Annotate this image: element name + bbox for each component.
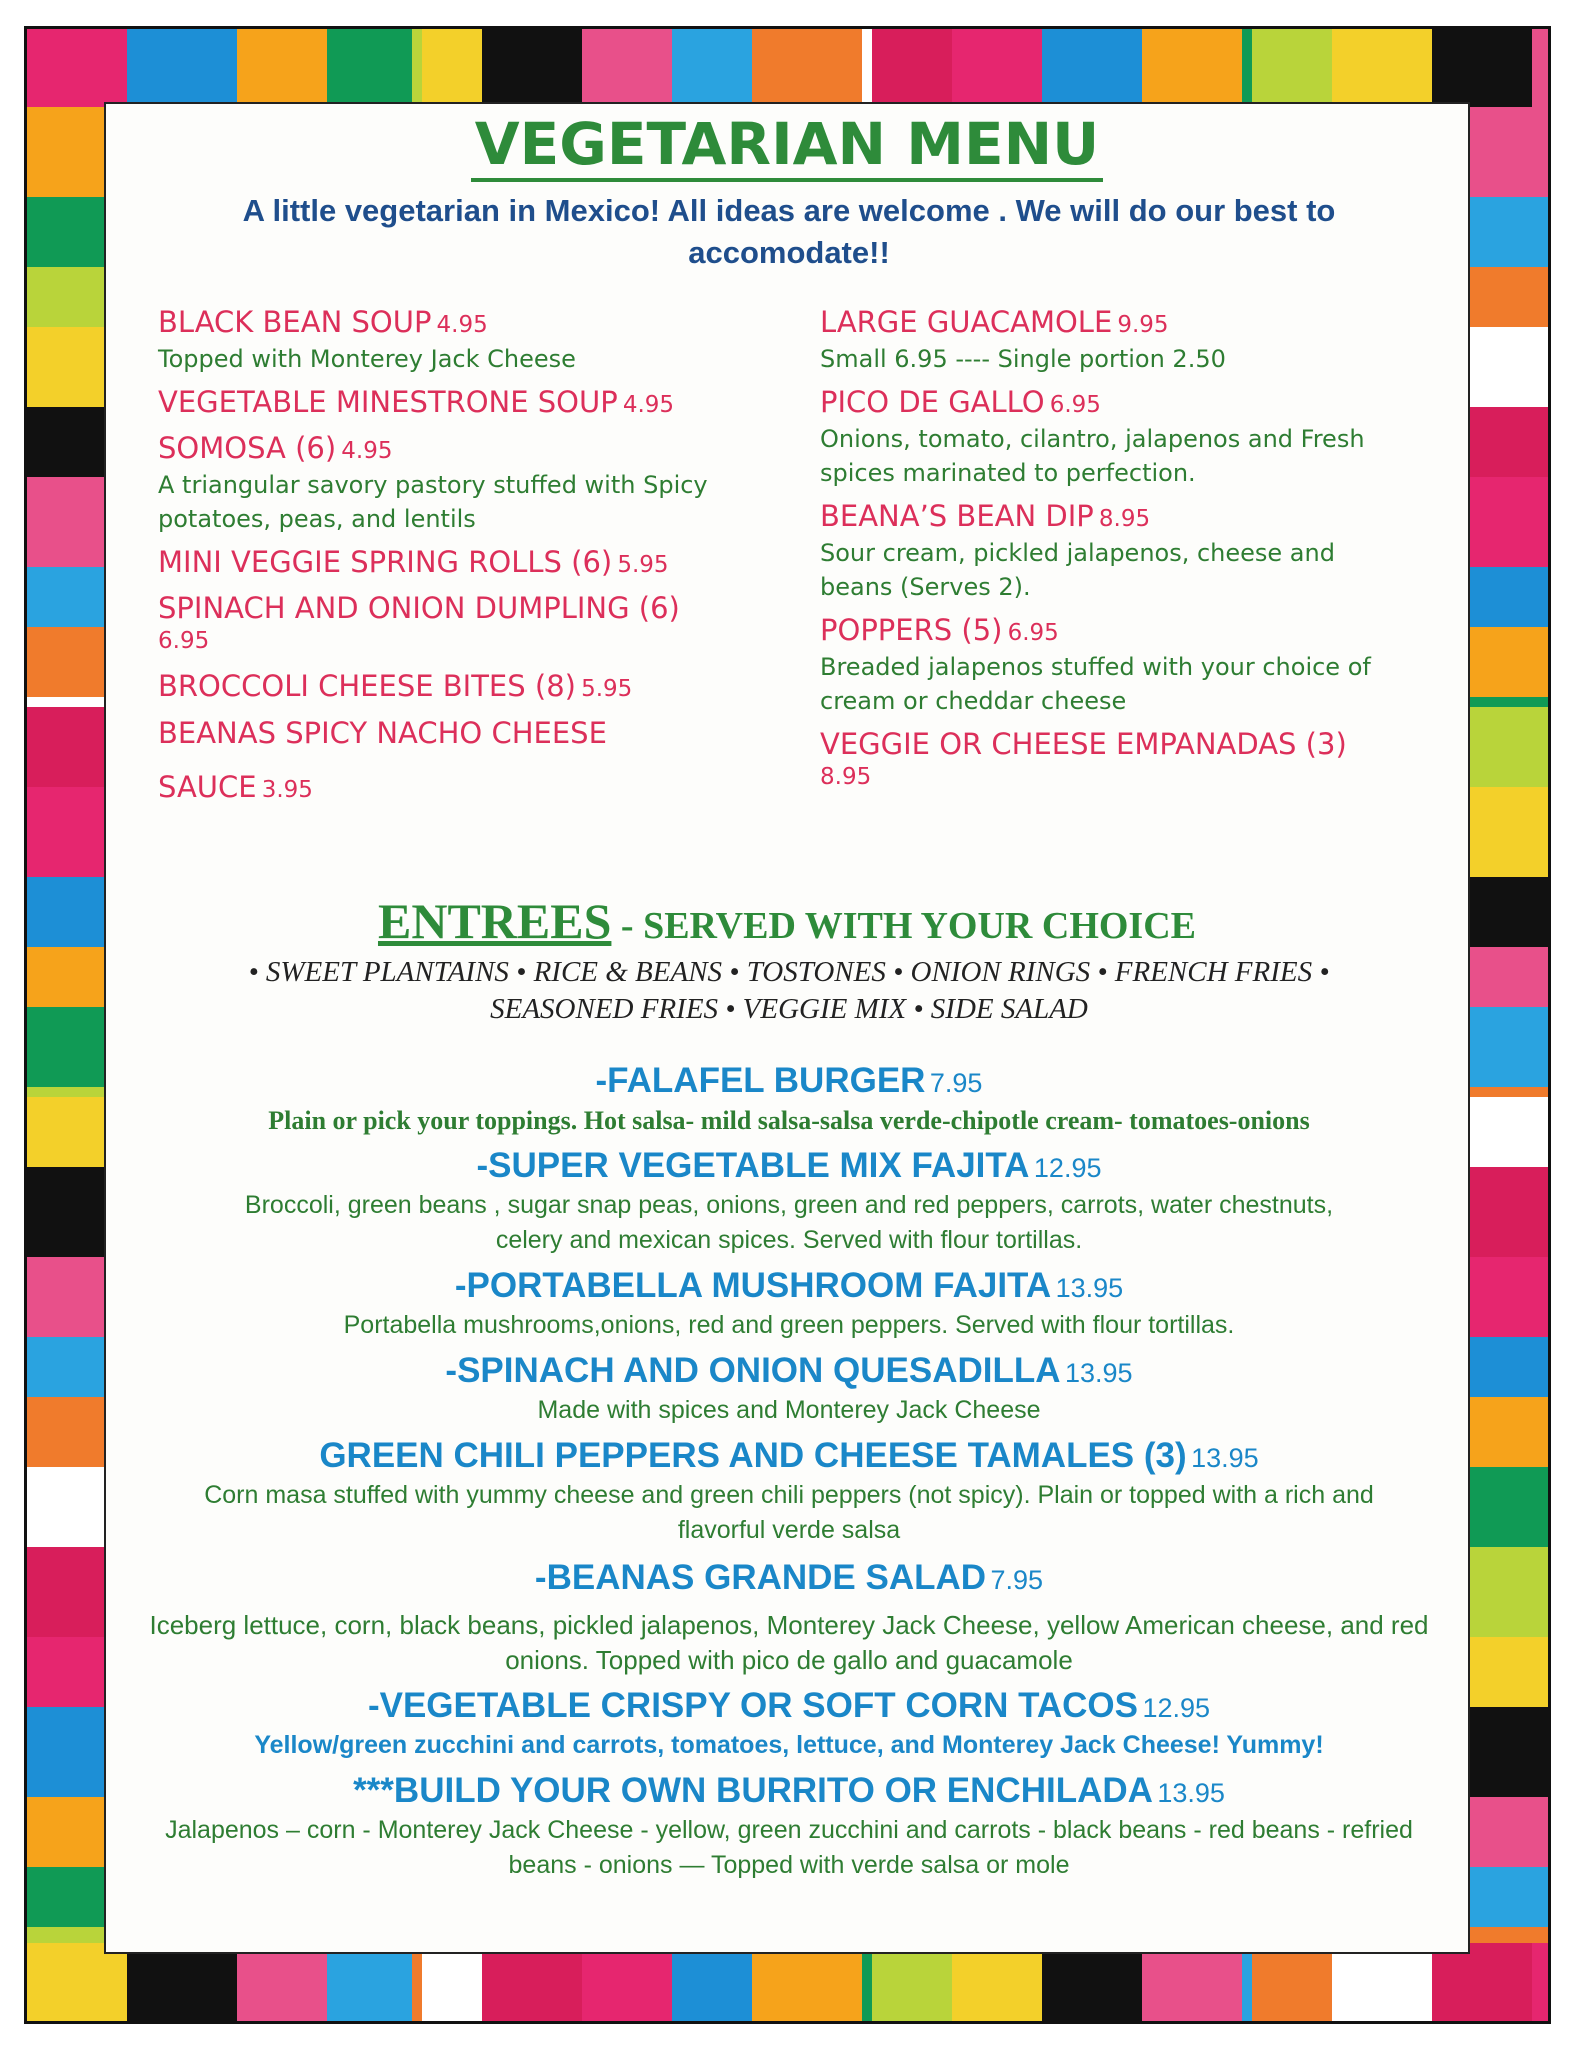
appetizer-desc: Topped with Monterey Jack Cheese <box>158 345 576 373</box>
border-stripe <box>27 1467 105 1547</box>
border-stripe <box>327 29 412 107</box>
border-stripe <box>27 29 127 107</box>
border-stripe <box>27 1547 105 1637</box>
entree-name: -VEGETABLE CRISPY OR SOFT CORN TACOS <box>367 1686 1139 1725</box>
appetizer-price: 6.95 <box>158 628 210 654</box>
entree-price: 7.95 <box>929 1068 983 1098</box>
border-stripe <box>1142 29 1242 107</box>
border-stripe <box>1470 947 1548 1007</box>
appetizer-name: BEANA’S BEAN DIP <box>820 499 1094 533</box>
border-stripe <box>482 1943 582 2021</box>
border-stripe <box>27 267 105 327</box>
appetizer-name: BEANAS SPICY NACHO CHEESE SAUCE <box>158 716 607 804</box>
appetizer-item <box>158 712 698 818</box>
appetizer-item <box>158 302 798 376</box>
appetizer-item <box>158 666 798 706</box>
border-stripe <box>1252 29 1332 107</box>
border-stripe <box>752 29 862 107</box>
entree-item <box>126 1144 1452 1258</box>
border-stripe <box>27 1087 105 1097</box>
border-stripe <box>862 29 872 107</box>
border-stripe <box>27 877 105 947</box>
border-stripe <box>27 1943 127 2021</box>
appetizer-item <box>820 496 1440 604</box>
entree-name: -SUPER VEGETABLE MIX FAJITA <box>476 1146 1030 1185</box>
border-stripe <box>1470 107 1548 197</box>
border-stripe <box>127 29 237 107</box>
entree-desc: Corn masa stuffed with yummy cheese and green chili peppers (not spicy). Plain or topped with a rich and flavorful verde salsa <box>204 1481 1374 1544</box>
border-stripe <box>1332 1943 1432 2021</box>
border-stripe <box>27 407 105 477</box>
appetizer-price: 5.95 <box>581 676 633 702</box>
appetizer-name: MINI VEGGIE SPRING ROLLS (6) <box>158 545 613 579</box>
border-stripe <box>1470 1927 1548 1943</box>
appetizer-desc: Breaded jalapenos stuffed with your choice of cream or cheddar cheese <box>820 653 1371 715</box>
border-stripe <box>482 29 582 107</box>
border-stripe <box>27 1637 105 1707</box>
border-stripe <box>752 1943 862 2021</box>
menu-title: VEGETARIAN MENU <box>106 110 1468 178</box>
entree-item <box>126 1556 1452 1678</box>
appetizer-price: 6.95 <box>1049 392 1101 418</box>
appetizer-name: BLACK BEAN SOUP <box>158 305 432 339</box>
border-stripe <box>1470 627 1548 697</box>
border-stripe <box>412 29 422 107</box>
menu-panel <box>104 102 1470 1954</box>
border-stripe <box>1142 1943 1242 2021</box>
appetizer-price: 5.95 <box>617 552 669 578</box>
border-stripe <box>327 1943 412 2021</box>
border-stripe <box>27 1257 105 1337</box>
border-stripe <box>27 107 105 197</box>
appetizer-item <box>158 382 798 422</box>
border-stripe <box>27 947 105 1007</box>
entrees-heading <box>106 892 1468 950</box>
entree-item <box>126 1349 1452 1428</box>
entree-item <box>126 1264 1452 1343</box>
appetizer-price: 3.95 <box>261 777 313 803</box>
border-stripe <box>1470 327 1548 407</box>
entree-price: 13.95 <box>1055 1273 1124 1303</box>
border-stripe <box>1470 197 1548 267</box>
border-stripe <box>582 29 672 107</box>
border-stripe <box>27 1007 105 1087</box>
entree-price: 13.95 <box>1191 1443 1259 1473</box>
border-stripe <box>27 567 105 627</box>
appetizer-desc: Small 6.95 ---- Single portion 2.50 <box>820 345 1226 373</box>
appetizer-name: LARGE GUACAMOLE <box>820 305 1113 339</box>
border-stripe <box>1470 1097 1548 1167</box>
border-stripe <box>1470 1707 1548 1797</box>
appetizer-price: 4.95 <box>341 438 393 464</box>
appetizer-price: 4.95 <box>436 312 488 338</box>
entree-item <box>126 1434 1452 1548</box>
entree-name: -SPINACH AND ONION QUESADILLA <box>445 1351 1061 1390</box>
border-stripe <box>237 29 327 107</box>
border-stripe <box>27 477 105 567</box>
entree-name: -FALAFEL BURGER <box>595 1061 926 1100</box>
border-stripe <box>1470 407 1548 477</box>
border-stripe <box>1470 877 1548 947</box>
border-stripe <box>1470 1547 1548 1637</box>
appetizer-name: SPINACH AND ONION DUMPLING (6) <box>158 591 680 625</box>
appetizer-name: VEGETABLE MINESTRONE SOUP <box>158 385 618 419</box>
border-stripe <box>1242 1943 1252 2021</box>
entrees-subtitle: - SERVED WITH YOUR CHOICE <box>620 905 1197 947</box>
border-stripe <box>1470 1167 1548 1257</box>
border-stripe <box>27 327 105 407</box>
sides-list: • SWEET PLANTAINS • RICE & BEANS • TOSTONES • ONION RINGS • FRENCH FRIES • SEASONED FRIES • VEGGIE MIX • SIDE SALAD <box>248 956 1330 1025</box>
entree-item <box>126 1684 1452 1763</box>
border-stripe <box>1432 1943 1532 2021</box>
entree-desc: Jalapenos – corn - Monterey Jack Cheese - yellow, green zucchini and carrots - black beans - red beans - refried beans - onions — Topped with verde salsa or mole <box>165 1816 1413 1879</box>
appetizer-price: 8.95 <box>1098 506 1151 532</box>
border-stripe <box>27 787 105 877</box>
entree-desc: Made with spices and Monterey Jack Cheese <box>537 1396 1041 1424</box>
border-stripe <box>672 29 752 107</box>
appetizer-item <box>158 542 798 582</box>
entree-item <box>126 1769 1452 1883</box>
border-stripe <box>27 707 105 787</box>
entree-item <box>126 1059 1452 1138</box>
border-stripe <box>1470 1257 1548 1337</box>
appetizers-right-column <box>820 302 1440 796</box>
entree-price: 12.95 <box>1142 1693 1211 1723</box>
border-stripe <box>1470 477 1548 567</box>
border-stripe <box>1532 29 1548 107</box>
appetizer-price: 8.95 <box>820 764 872 790</box>
menu-intro: A little vegetarian in Mexico! All ideas are welcome . We will do our best to accomodate!! <box>242 193 1336 270</box>
appetizer-price: 9.95 <box>1117 312 1169 338</box>
border-stripe <box>27 1867 105 1927</box>
border-stripe <box>412 1943 422 2021</box>
border-stripe <box>1470 567 1548 627</box>
appetizer-name: POPPERS (5) <box>820 613 1003 647</box>
entree-price: 13.95 <box>1064 1358 1133 1388</box>
border-stripe <box>1252 1943 1332 2021</box>
entree-name: ***BUILD YOUR OWN BURRITO OR ENCHILADA <box>353 1771 1153 1810</box>
border-stripe <box>27 1927 105 1943</box>
border-stripe <box>872 29 952 107</box>
border-stripe <box>1470 1397 1548 1467</box>
border-stripe <box>952 29 1042 107</box>
border-stripe <box>582 1943 672 2021</box>
border-stripe <box>1042 1943 1142 2021</box>
border-stripe <box>1432 29 1532 107</box>
border-stripe <box>1470 1467 1548 1547</box>
appetizer-item <box>820 302 1440 376</box>
border-stripe <box>1470 697 1548 707</box>
entree-name: -BEANAS GRANDE SALAD <box>534 1558 987 1597</box>
border-stripe <box>1470 1337 1548 1397</box>
border-stripe <box>1470 1797 1548 1867</box>
border-stripe <box>952 1943 1042 2021</box>
border-stripe <box>27 697 105 707</box>
border-stripe <box>27 1707 105 1797</box>
border-stripe <box>27 1097 105 1167</box>
entree-desc: Yellow/green zucchini and carrots, tomatoes, lettuce, and Monterey Jack Cheese! Yummy! <box>254 1731 1324 1759</box>
entree-price: 13.95 <box>1157 1778 1225 1808</box>
appetizer-item <box>820 382 1440 490</box>
border-stripe <box>862 1943 872 2021</box>
appetizer-price: 6.95 <box>1007 620 1059 646</box>
border-stripe <box>872 1943 952 2021</box>
border-stripe <box>27 627 105 697</box>
appetizer-name: VEGGIE OR CHEESE EMPANADAS (3) <box>820 727 1347 761</box>
border-stripe <box>1470 1637 1548 1707</box>
border-stripe <box>27 197 105 267</box>
appetizer-item <box>820 610 1440 718</box>
appetizer-item <box>158 428 798 536</box>
entree-desc: Plain or pick your toppings. Hot salsa- mild salsa-salsa verde-chipotle cream- tomatoes-onions <box>268 1106 1310 1135</box>
border-stripe <box>127 1943 237 2021</box>
border-stripe <box>1470 787 1548 877</box>
entree-price: 7.95 <box>990 1565 1044 1595</box>
appetizer-desc: Sour cream, pickled jalapenos, cheese and beans (Serves 2). <box>820 539 1335 601</box>
border-stripe <box>237 1943 327 2021</box>
border-stripe <box>27 1397 105 1467</box>
border-stripe <box>27 1337 105 1397</box>
entrees-title: ENTREES <box>377 893 612 949</box>
border-stripe <box>1470 1007 1548 1087</box>
border-stripe <box>1470 1087 1548 1097</box>
entree-name: -PORTABELLA MUSHROOM FAJITA <box>454 1266 1052 1305</box>
border-stripe <box>1332 29 1432 107</box>
appetizer-item <box>820 724 1440 790</box>
appetizer-name: SOMOSA (6) <box>158 431 337 465</box>
border-stripe <box>1470 1867 1548 1927</box>
border-stripe <box>1042 29 1142 107</box>
border-stripe <box>672 1943 752 2021</box>
border-stripe <box>1242 29 1252 107</box>
entree-desc: Broccoli, green beans , sugar snap peas, onions, green and red peppers, carrots, water chestnuts, celery and mexican spices. Served with flour tortillas. <box>244 1191 1334 1254</box>
appetizer-price: 4.95 <box>622 392 675 418</box>
border-stripe <box>1532 1943 1548 2021</box>
entrees-list <box>126 1059 1452 1889</box>
appetizer-item <box>158 588 798 654</box>
appetizer-name: PICO DE GALLO <box>820 385 1045 419</box>
border-stripe <box>27 1797 105 1867</box>
appetizer-desc: A triangular savory pastory stuffed with Spicy potatoes, peas, and lentils <box>158 471 708 533</box>
border-stripe <box>1470 267 1548 327</box>
border-stripe <box>422 1943 482 2021</box>
appetizer-desc: Onions, tomato, cilantro, jalapenos and Fresh spices marinated to perfection. <box>820 425 1365 487</box>
border-stripe <box>27 1167 105 1257</box>
appetizers-left-column <box>158 302 798 824</box>
border-stripe <box>422 29 482 107</box>
appetizer-name: BROCCOLI CHEESE BITES (8) <box>158 669 576 703</box>
border-stripe <box>1470 707 1548 787</box>
entree-name: GREEN CHILI PEPPERS AND CHEESE TAMALES (3) <box>319 1436 1187 1475</box>
entree-price: 12.95 <box>1033 1153 1102 1183</box>
entree-desc: Iceberg lettuce, corn, black beans, pickled jalapenos, Monterey Jack Cheese, yellow American cheese, and red onions. Topped with pico de gallo and guacamole <box>149 1610 1429 1675</box>
entree-desc: Portabella mushrooms,onions, red and green peppers. Served with flour tortillas. <box>343 1311 1235 1339</box>
